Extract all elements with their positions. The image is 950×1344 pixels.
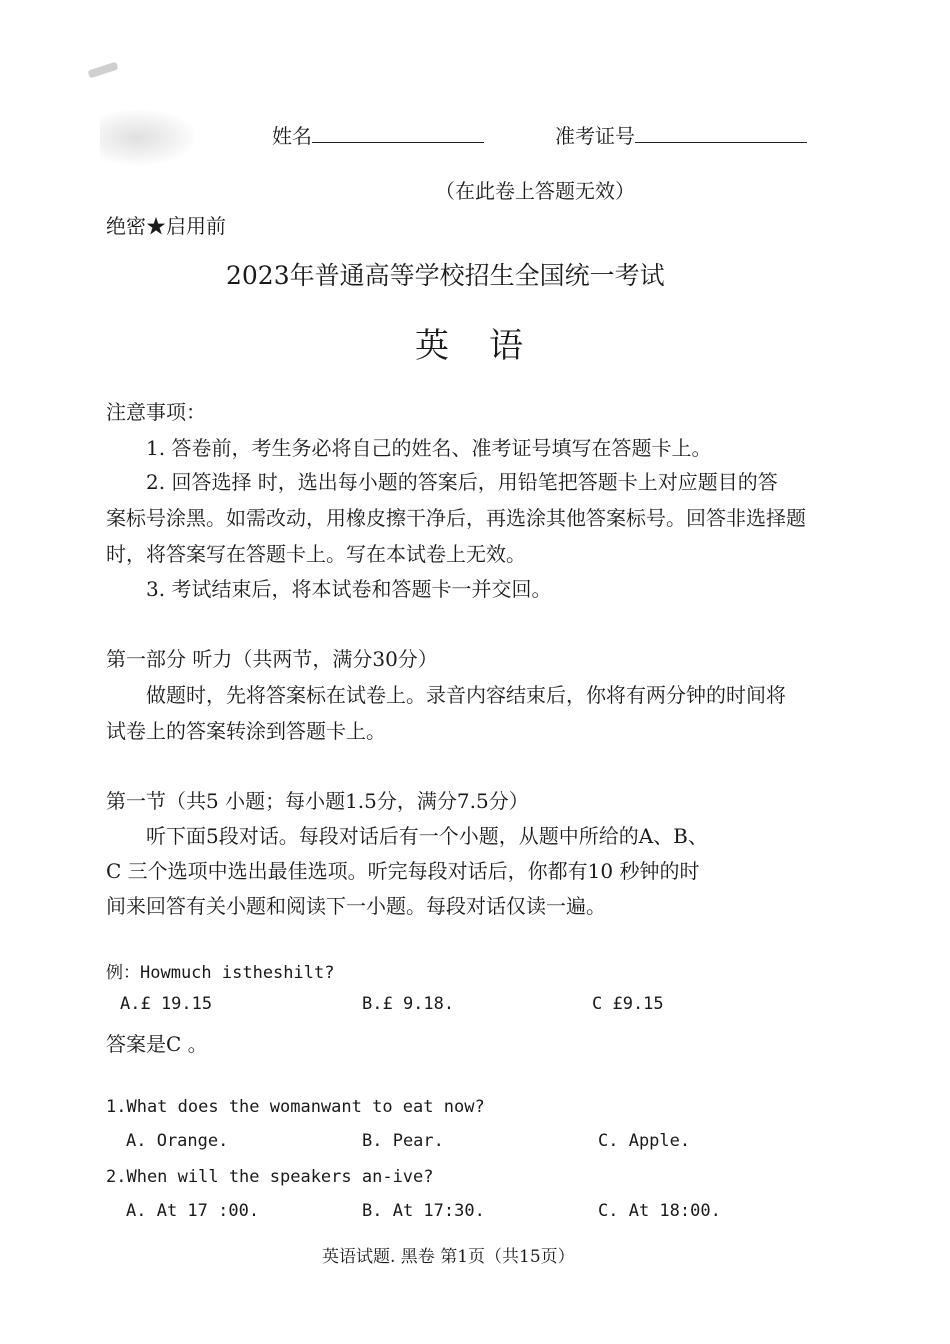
part1-intro-line-1: 做题时，先将答案标在试卷上。录音内容结束后，你将有两分钟的时间将 xyxy=(146,683,786,707)
name-field xyxy=(272,120,484,149)
notice-item-1: 1. 答卷前，考生务必将自己的姓名、准考证号填写在答题卡上。 xyxy=(146,436,712,460)
notice-item-2-line-2: 案标号涂黑。如需改动，用橡皮擦干净后，再选涂其他答案标号。回答非选择题 xyxy=(106,506,806,530)
question-2-option-c[interactable]: C. At 18:00. xyxy=(598,1201,721,1221)
notice-item-2-line-1: 2. 回答选择 时，选出每小题的答案后，用铅笔把答题卡上对应题目的答 xyxy=(146,470,778,494)
name-label: 姓名 xyxy=(272,124,312,148)
notice-heading: 注意事项： xyxy=(106,400,206,424)
example-option-c: C £9.15 xyxy=(592,994,664,1014)
name-blank-line[interactable] xyxy=(312,124,484,143)
part1-intro-line-2: 试卷上的答案转涂到答题卡上。 xyxy=(106,719,386,743)
question-1-option-b[interactable]: B. Pear. xyxy=(362,1131,444,1151)
notice-item-3: 3. 考试结束后，将本试卷和答题卡一并交回。 xyxy=(146,577,552,601)
exam-title: 2023年普通高等学校招生全国统一考试 xyxy=(226,261,665,290)
section1-intro-line-1: 听下面5段对话。每段对话后有一个小题，从题中所给的A、B、 xyxy=(146,824,708,848)
example-option-a: A.£ 19.15 xyxy=(120,994,213,1014)
exam-id-label: 准考证号 xyxy=(555,124,635,148)
part1-heading: 第一部分 听力（共两节，满分30分） xyxy=(106,647,438,671)
question-2-option-b[interactable]: B. At 17:30. xyxy=(362,1201,485,1221)
exam-id-blank-line[interactable] xyxy=(635,124,807,143)
secret-label: 绝密★启用前 xyxy=(106,214,226,238)
subject-title: 英语 xyxy=(415,326,563,366)
invalid-note: （在此卷上答题无效） xyxy=(435,179,635,203)
example-answer: 答案是C 。 xyxy=(106,1032,208,1056)
example-question: 例：Howmuch istheshilt? xyxy=(106,963,335,983)
notice-item-2-line-3: 时，将答案写在答题卡上。写在本试卷上无效。 xyxy=(106,542,526,566)
section1-heading: 第一节（共5 小题；每小题1.5分，满分7.5分） xyxy=(106,789,529,813)
section1-intro-line-3: 间来回答有关小题和阅读下一小题。每段对话仅读一遍。 xyxy=(106,894,606,918)
scan-artifact-smudge xyxy=(100,110,195,165)
question-1-option-a[interactable]: A. Orange. xyxy=(126,1131,229,1151)
question-1-stem: 1.What does the womanwant to eat now? xyxy=(106,1097,485,1117)
question-1-option-c[interactable]: C. Apple. xyxy=(598,1131,691,1151)
page-footer: 英语试题. 黑卷 第1页（共15页） xyxy=(322,1247,575,1267)
example-option-b: B.£ 9.18. xyxy=(362,994,455,1014)
question-2-stem: 2.When will the speakers an-ive? xyxy=(106,1167,434,1187)
scan-artifact-mark xyxy=(87,62,118,79)
section1-intro-line-2: C 三个选项中选出最佳选项。听完每段对话后，你都有10 秒钟的时 xyxy=(106,859,700,883)
exam-id-field xyxy=(555,120,807,149)
question-2-option-a[interactable]: A. At 17 :00. xyxy=(126,1201,260,1221)
